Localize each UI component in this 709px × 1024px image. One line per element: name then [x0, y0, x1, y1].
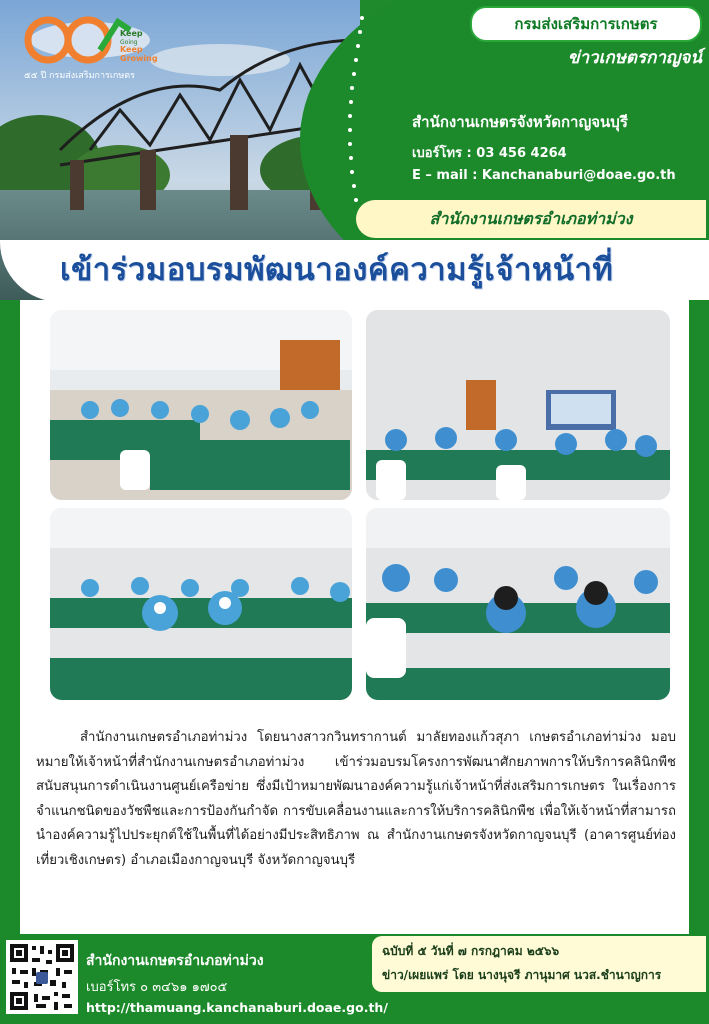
dotted-decoration [340, 10, 370, 210]
district-office-pill [356, 200, 706, 238]
issue-number-date: ฉบับที่ ๕ วันที่ ๗ กรกฎาคม ๒๕๖๖ [382, 944, 560, 958]
qr-code-icon[interactable] [6, 940, 78, 1014]
training-photo-4 [366, 508, 670, 700]
footer-website-link[interactable]: http://thamuang.kanchanaburi.doae.go.th/ [86, 1000, 388, 1015]
logo-text-3: Keep [120, 45, 143, 54]
right-green-border [689, 300, 709, 936]
office-name: สำนักงานเกษตรจังหวัดกาญจนบุรี [412, 113, 628, 131]
logo-text-2: Going [120, 39, 138, 46]
office-phone: เบอร์โทร : 03 456 4264 [412, 146, 567, 161]
logo-caption: ๕๕ ปี กรมส่งเสริมการเกษตร [24, 71, 135, 81]
left-green-border [0, 300, 20, 936]
department-name: กรมส่งเสริมการเกษตร [514, 15, 658, 33]
page-title: เข้าร่วมอบรมพัฒนาองค์ความรู้เจ้าหน้าที่ [60, 252, 614, 288]
logo-text-4: Growing [120, 54, 158, 63]
publisher-credit: ข่าว/เผยแพร่ โดย นางนุจรี ภานุมาศ นวส.ชำนาญการ [382, 968, 662, 982]
training-photo-1 [50, 310, 352, 500]
article-paragraph [36, 726, 676, 874]
training-photo-3 [50, 508, 352, 700]
footer-phone: เบอร์โทร ๐ ๓๔๖๑ ๑๗๐๕ [86, 980, 228, 995]
training-photo-2 [366, 310, 670, 500]
department-badge [470, 6, 702, 42]
article-text: สำนักงานเกษตรอำเภอท่าม่วง โดยนางสาวกวินทรากานต์ มาลัยทองแก้วสุภา เกษตรอำเภอท่าม่วง มอบหมายให้เจ้าหน้าที่สำนักงานเกษตรอำเภอท่าม่วง เข้าร่วมอบรมโครงการพัฒนาศักยภาพการให้บริการคลินิกพืชสนับสนุนการดำเนินงานศูนย์เครือข่าย ซึ่งมีเป้าหมายพัฒนาองค์ความรู้แก่เจ้าหน้าที่ส่งเสริมการเกษตร ในเรื่องการจำแนกชนิดของวัชพืชและการป้องกันกำจัด การขับเคลื่อนงานและการให้บริการคลินิกพืช เพื่อให้เจ้าหน้าที่สามารถนำองค์ความรู้ไปประยุกต์ใช้ในพื้นที่ได้อย่างมีประสิทธิภาพ ณ สำนักงานเกษตรจังหวัดกาญจนบุรี (อาคารศูนย์ท่องเที่ยวเชิงเกษตร) อำเภอเมืองกาญจนบุรี จังหวัดกาญจนบุรี [36, 730, 676, 868]
office-email: E – mail : Kanchanaburi@doae.go.th [412, 168, 676, 183]
district-office-name: สำนักงานเกษตรอำเภอท่าม่วง [429, 208, 633, 228]
footer-office-name: สำนักงานเกษตรอำเภอท่าม่วง [86, 953, 264, 969]
logo-text-1: Keep [120, 29, 143, 38]
newsletter-title: ข่าวเกษตรกาญจน์ [567, 48, 702, 68]
